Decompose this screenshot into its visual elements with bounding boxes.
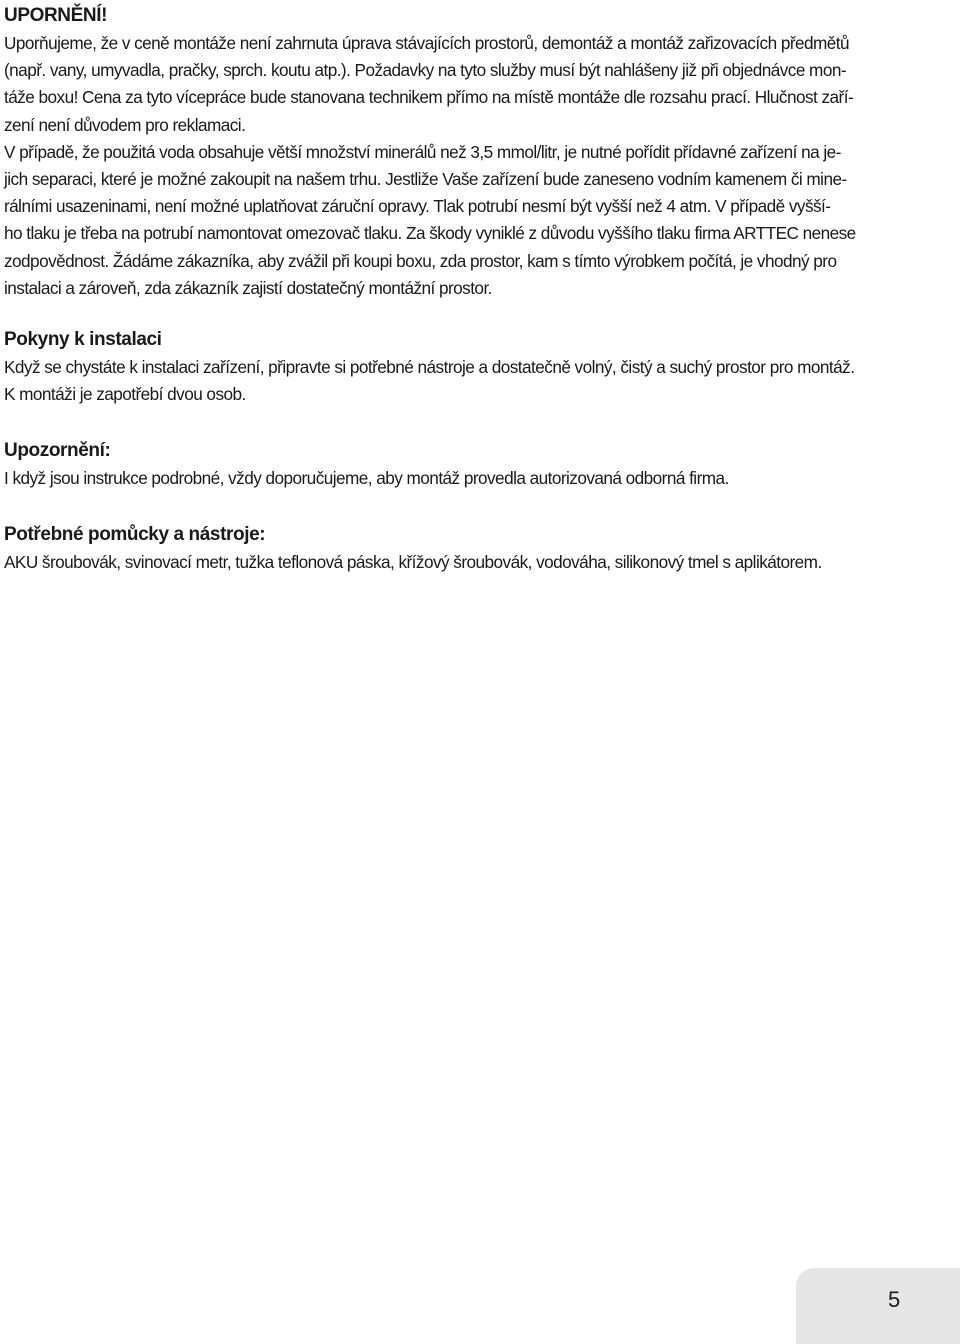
warning-line: zodpovědnost. Žádáme zákazníka, aby zvážil při koupi boxu, zda prostor, kam s tímto výrobkem počítá, je vhodný pro xyxy=(4,250,837,271)
installation-line: K montáži je zapotřebí dvou osob. xyxy=(4,384,246,405)
notice-line: I když jsou instrukce podrobné, vždy doporučujeme, aby montáž provedla autorizovaná odborná firma. xyxy=(4,468,729,488)
installation-title: Pokyny k instalaci xyxy=(4,329,162,350)
tools-title: Potřebné pomůcky a nástroje: xyxy=(4,524,266,545)
warning-line: ho tlaku je třeba na potrubí namontovat omezovač tlaku. Za škody vyniklé z důvodu vyššího tlaku firma ARTTEC nenese xyxy=(4,223,856,244)
warning-title: UPORNĚNÍ! xyxy=(4,5,108,26)
installation-section xyxy=(4,326,854,408)
warning-line: rálními usazeninami, není možné uplatňovat záruční opravy. Tlak potrubí nesmí být vyšší než 4 atm. V případě vyšší- xyxy=(4,196,831,217)
warning-line: jich separaci, které je možné zakoupit na našem trhu. Jestliže Vaše zařízení bude zaneseno vodním kamenem či mine- xyxy=(4,168,847,189)
warning-section xyxy=(4,0,856,302)
warning-line: V případě, že použitá voda obsahuje větší množství minerálů než 3,5 mmol/litr, je nutné pořídit přídavné zařízení na je- xyxy=(4,141,841,162)
warning-line: (např. vany, umyvadla, pračky, sprch. koutu atp.). Požadavky na tyto služby musí být nahlášeny již při objednávce mon- xyxy=(4,60,847,81)
warning-line: instalaci a zároveň, zda zákazník zajistí dostatečný montážní prostor. xyxy=(4,277,492,298)
notice-title: Upozornění: xyxy=(4,440,111,461)
tools-section xyxy=(4,521,822,576)
warning-line: zení není důvodem pro reklamaci. xyxy=(4,114,246,135)
notice-section xyxy=(4,437,729,492)
page-number: 5 xyxy=(888,1287,901,1312)
page-number-tab xyxy=(796,1268,960,1344)
tools-line: AKU šroubovák, svinovací metr, tužka teflonová páska, křížový šroubovák, vodováha, silikonový tmel s aplikátorem. xyxy=(4,552,822,572)
installation-line: Když se chystáte k instalaci zařízení, připravte si potřebné nástroje a dostatečně volný, čistý a suchý prostor pro montáž. xyxy=(4,357,855,377)
warning-line: Uporňujeme, že v ceně montáže není zahrnuta úprava stávajících prostorů, demontáž a montáž zařizovacích předmětů xyxy=(4,33,850,53)
warning-line: táže boxu! Cena za tyto vícepráce bude stanovana technikem přímo na místě montáže dle rozsahu prací. Hlučnost zaří- xyxy=(4,87,854,108)
